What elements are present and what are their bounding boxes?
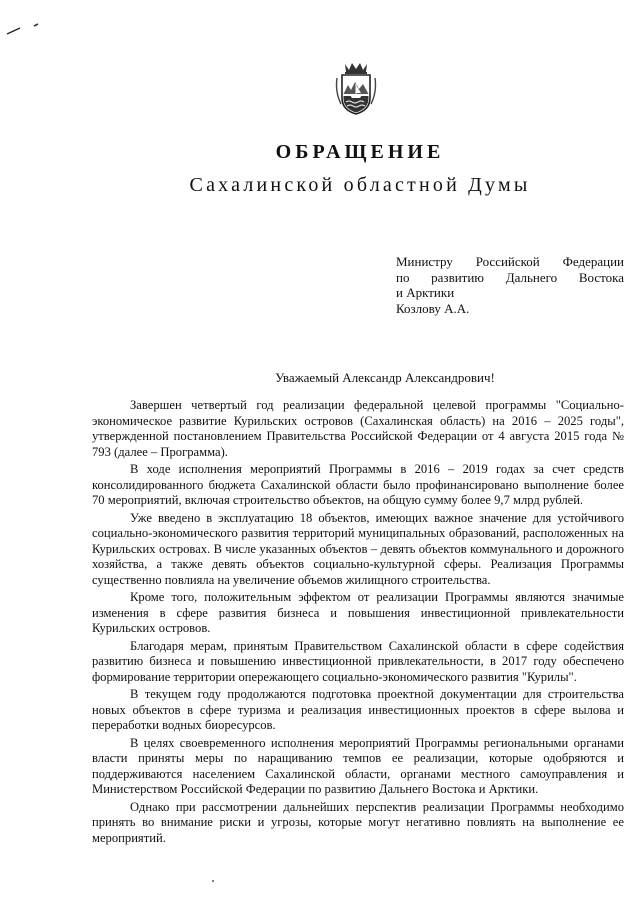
addressee-line: и Арктики bbox=[396, 285, 455, 300]
addressee-line: по развитию Дальнего Востока bbox=[396, 269, 624, 285]
body-paragraph: В целях своевременного исполнения мероприятий Программы региональными органами власти приняты меры по наращиванию темпов ее реализации, которые одобряются и поддерживаются населением Сахалинской области, органами местного самоуправления и Министерством Российской Федерации по развитию Дальнего Востока и Арктики. bbox=[92, 735, 624, 796]
body-paragraph: Благодаря мерам, принятым Правительством Сахалинской области в сфере содействия развитию бизнеса и повышению инвестиционной привлекательности, в 2017 году обеспечено формирование территории опережающего социально-экономического развития "Курилы". bbox=[92, 638, 624, 684]
addressee-line: Министру Российской Федерации bbox=[396, 254, 624, 269]
document-title: ОБРАЩЕНИЕ bbox=[275, 141, 445, 163]
body-paragraph: В ходе исполнения мероприятий Программы в 2016 – 2019 годах за счет средств консолидированного бюджета Сахалинской области было профинансировано выполнение более 70 мероприятий, включая строительство объектов, на общую сумму более 9,7 млрд рублей. bbox=[92, 462, 624, 507]
scan-speck bbox=[212, 880, 214, 882]
pen-stroke-mark bbox=[6, 22, 46, 36]
body-paragraph: Завершен четвертый год реализации федеральной целевой программы "Социально-экономическое развитие Курильских островов (Сахалинская область) на 2016 – 2025 годы", утвержденной постановлением Правительства Российской Федерации от 4 августа 2015 года № 793 (далее – Программа). bbox=[92, 398, 624, 459]
body-paragraph: Уже введено в эксплуатацию 18 объектов, имеющих важное значение для устойчивого социально-экономического развития территорий муниципальных образований, расположенных на Курильских островах. В числе указанных объектов – девять объектов коммунального и дорожного хозяйства, а также девять объектов социально-культурной сферы. Реализация Программы существенно повлияла на увеличение объемов жилищного строительства. bbox=[92, 510, 624, 587]
body-paragraph: Кроме того, положительным эффектом от реализации Программы являются значимые изменения в сфере развития бизнеса и повышения инвестиционной привлекательности Курильских островов. bbox=[92, 590, 624, 635]
greeting: Уважаемый Александр Александрович! bbox=[275, 370, 495, 385]
body-paragraph: Однако при рассмотрении дальнейших перспектив реализации Программы необходимо принять во внимание риски и угрозы, которые могут негативно повлиять на выполнение ее мероприятий. bbox=[92, 799, 624, 845]
document-subtitle: Сахалинской областной Думы bbox=[189, 174, 531, 196]
addressee-block bbox=[396, 254, 624, 316]
addressee-name: Козлову А.А. bbox=[396, 300, 470, 316]
letter-body bbox=[92, 398, 624, 848]
coat-of-arms-icon bbox=[333, 60, 379, 116]
body-paragraph: В текущем году продолжаются подготовка проектной документации для строительства новых объектов в сфере туризма и реализация инвестиционных проектов в сфере вылова и переработки водных биоресурсов. bbox=[92, 687, 624, 732]
